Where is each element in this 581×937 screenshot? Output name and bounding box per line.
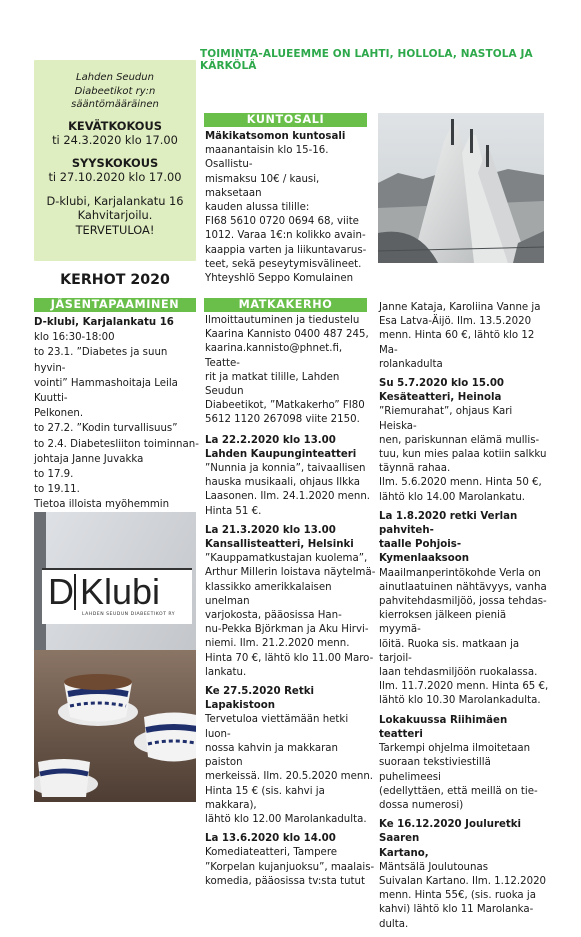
logo-d: D [48,571,74,612]
ski-jump-illustration [378,113,544,263]
event-body: Tarkempi ohjelma ilmoitetaan suoraan tekstiviestillä puhelimeesi (edellyttäen, että meillä on tie- dossa numerosi) [379,743,538,811]
event-body: ”Nunnia ja konnia”, taivaallisen hauska musikaali, ohjaus Ilkka Laasonen. Ilm. 24.1.2020 menn. Hinta 51 €. [205,463,371,517]
event-title: La 22.2.2020 klo 13.00 Lahden Kaupunginteatteri [205,434,357,460]
spring-meeting-title: KEVÄTKOKOUS [68,118,162,133]
coffee-cups-illustration [34,512,196,802]
kuntosali-section [205,130,375,286]
event-title: La 21.3.2020 klo 13.00 Kansallisteatteri, Helsinki [205,524,354,551]
event-verla [379,510,551,709]
dklubi-sign [42,568,192,624]
logo-subtitle: LAHDEN SEUDUN DIABEETIKOT RY [82,612,176,617]
event-body: Mäntsälä Joulutounas Suivalan Kartano. Ilm. 1.12.2020 menn. Hinta 55€, (sis. ruoka ja kahvi) lähtö klo 11 Marolanka- dulta. [379,861,547,930]
club-schedule: klo 16:30-18:00 to 23.1. ”Diabetes ja suun hyvin- vointi” Hammashoitaja Leila Kuutti- Pelkonen. to 27.2. ”Kodin turvallisuus” to 2.4. Diabetesliiton toiminnan- johtaja Janne Juvakka to 17.9. to 19.11. Tietoa illoista myöhemmin [34,332,199,511]
kuntosali-header: KUNTOSALI [204,113,367,127]
ski-jump-photo [378,113,544,263]
event-title: Su 5.7.2020 klo 15.00 Kesäteatteri, Heinola [379,378,504,404]
region-tagline: TOIMINTA-ALUEEMME ON LAHTI, HOLLOLA, NASTOLA JA KÄRKÖLÄ [200,48,533,72]
logo-klubi: Klubi [80,571,161,612]
event-body: Tervetuloa viettämään hetki luon- nossa kahvin ja makkaran paiston merkeissä. Ilm. 20.5.2020 menn. Hinta 15 € (sis. kahvi ja makkara), lähtö klo 12.00 Marolankadulta. [205,714,374,825]
event-heinola [379,377,551,505]
jasentapaaminen-section [34,316,200,513]
autumn-meeting-title: SYYSKOKOUS [71,156,159,170]
logo-divider [74,574,76,610]
event-body: ”Riemurahat”, ohjaus Kari Heiska- nen, pariskunnan elämä mullis- tuu, kun mies palaa kotiin salkku täynnä rahaa. Ilm. 5.6.2020 menn. Hinta 50 €, lähtö klo 14.00 Marolankatu. [379,406,547,503]
right-column [379,301,551,937]
spring-meeting-when: ti 24.3.2020 klo 17.00 [52,132,178,147]
event-title: Ke 16.12.2020 Jouluretki Saaren Kartano, [379,819,522,859]
matkakerho-intro: Ilmoittautuminen ja tiedustelu Kaarina Kannisto 0400 487 245, kaarina.kannisto@phnet.fi, Teatte- rit ja matkat tilille, Lahden Seudun Diabeetikot, ”Matkakerho” FI80 5612 1120 267098 viite 2150. [205,315,369,426]
event-nunnia [205,434,377,519]
org-line-2: Diabeetikot ry:n [74,85,156,97]
autumn-meeting-when: ti 27.10.2020 klo 17.00 [48,170,182,184]
dklubi-photo [34,512,196,802]
event-title: Lokakuussa Riihimäen teatteri [379,714,508,740]
matkakerho-section [205,314,377,894]
annual-meeting-box [34,60,196,261]
kuntosali-title: Mäkikatsomon kuntosali [205,131,346,142]
event-saaren-kartano [379,818,551,932]
event-lapakisto [205,685,377,827]
kerhot-title: KERHOT 2020 [60,272,170,288]
kuntosali-body: maanantaisin klo 15-16. Osallistu- mismaksu 10€ / kausi, maksetaan kauden alussa tilille: FI68 5610 0720 0694 68, viite 1012. Varaa 1€:n kolikko avain- kaappia varten ja liikuntavarus- teet, sekä peseytymisvälineet. Yhteyshlö Seppo Komulainen [205,145,367,285]
event-body: Komediateatteri, Tampere ”Korpelan kujanjuoksu”, maalais- komedia, pääosissa tv:sta tutut [205,847,375,887]
meeting-coffee: Kahvitarjoilu. [77,208,153,222]
event-title: La 1.8.2020 retki Verlan pahviteh- taalle Pohjois-Kymenlaaksoon [379,510,518,565]
event-kansallisteatteri [205,524,377,680]
event-body: Maailmanperintökohde Verla on ainutlaatuinen nähtävyys, vanha pahvitehdasmiljöö, jossa tehdas- kierroksen jälkeen pieniä myymä- löitä. Ruoka sis. matkaan ja tarjoil- laan tehdasmiljöön ruokalassa. Ilm. 11.7.2020 menn. Hinta 65 €, lähtö klo 10.30 Marolankadulta. [379,567,549,707]
org-line-1: Lahden Seudun [76,72,154,83]
matkakerho-header: MATKAKERHO [204,298,367,312]
event-continued: Janne Kataja, Karoliina Vanne ja Esa Latva-Äijö. Ilm. 13.5.2020 menn. Hinta 60 €, lähtö klo 12 Ma- rolankadulta [379,302,541,370]
meeting-welcome: TERVETULOA! [75,222,155,237]
meeting-place: D-klubi, Karjalankatu 16 [46,193,184,208]
event-riihimaki [379,714,551,813]
jasentapaaminen-header: JÄSENTAPAAMINEN [34,298,196,312]
event-title: La 13.6.2020 klo 14.00 [205,833,336,845]
event-komediateatteri [205,832,377,889]
event-body: ”Kauppamatkustajan kuolema”, Arthur Millerin loistava näytelmä- klassikko amerikkalaisen unelman varjokosta, pääosissa Han- nu-Pekka Björkman ja Aku Hirvi- niemi. Ilm. 21.2.2020 menn. Hinta 70 €, lähtö klo 11.00 Maro- lankatu. [205,553,376,678]
event-title: Ke 27.5.2020 Retki Lapakistoon [205,686,314,712]
org-line-3: sääntömääräinen [71,99,159,110]
club-place: D-klubi, Karjalankatu 16 [34,317,174,328]
